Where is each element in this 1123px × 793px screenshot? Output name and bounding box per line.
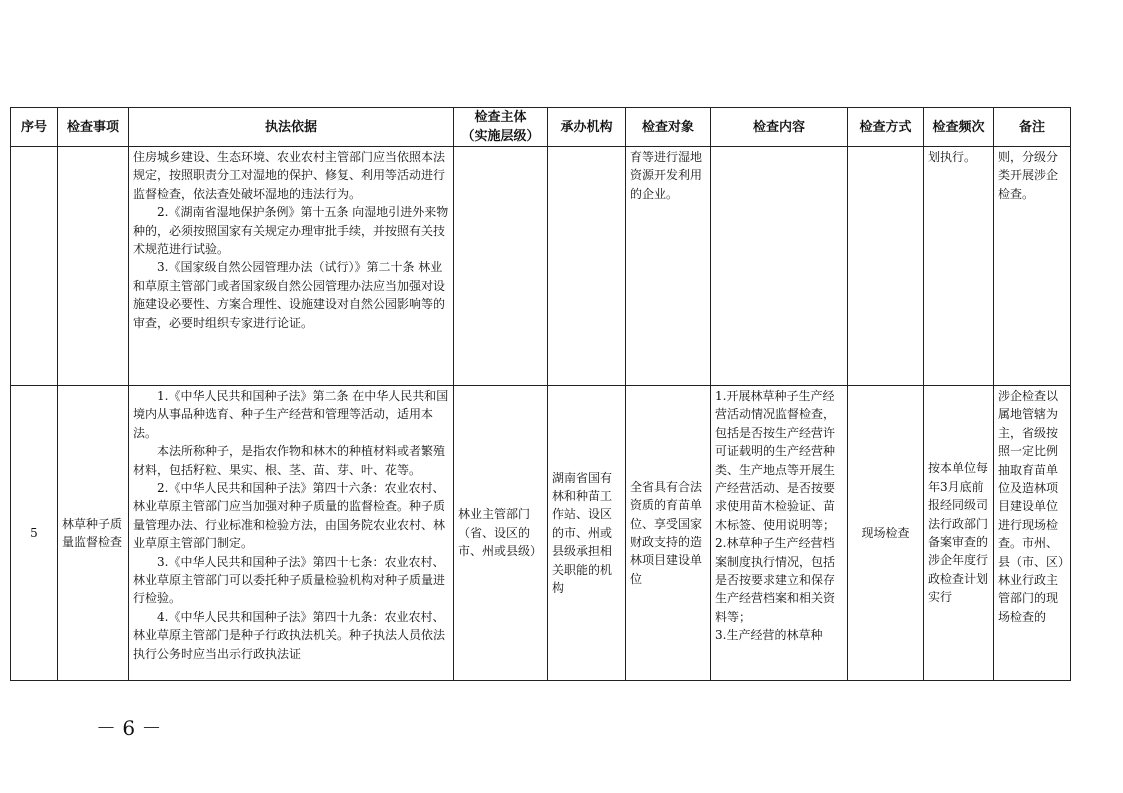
cell-legal-basis <box>129 147 454 386</box>
header-item: 检查事项 <box>58 108 129 147</box>
header-legal-basis: 执法依据 <box>129 108 454 147</box>
header-method: 检查方式 <box>848 108 924 147</box>
header-no: 序号 <box>11 108 58 147</box>
content-paragraph: 3.生产经营的林草种 <box>715 628 823 643</box>
legal-paragraph: 本法所称种子，是指农作物和林木的种植材料或者繁殖材料，包括籽粒、果实、根、茎、苗、芽、叶、花等。 <box>133 444 446 477</box>
cell-target: 全省具有合法资质的育苗单位、享受国家财政支持的造林项目建设单位 <box>626 386 711 681</box>
cell-no <box>11 147 58 386</box>
content-paragraph: 1.开展林草种子生产经营活动情况监督检查，包括是否按生产经营许可证载明的生产经营种类、生产地点等开展生产经营活动、是否按要求使用苗木检验证、苗木标签、使用说明等； <box>715 389 836 532</box>
cell-item: 林草种子质量监督检查 <box>58 386 129 681</box>
cell-item <box>58 147 129 386</box>
cell-remark: 涉企检查以属地管辖为主，省级按照一定比例抽取育苗单位及造林项目建设单位进行现场检查。市州、县（市、区）林业行政主管部门的现场检查的 <box>994 386 1071 681</box>
cell-remark: 则，分级分类开展涉企检查。 <box>994 147 1071 386</box>
header-agency: 承办机构 <box>548 108 626 147</box>
cell-subject <box>454 147 548 386</box>
table-row-5 <box>11 386 1071 681</box>
cell-no: 5 <box>11 386 58 681</box>
legal-paragraph: 3.《国家级自然公园管理办法（试行）》第二十条 林业和草原主管部门或者国家级自然公园管理办法应当加强对设施建设必要性、方案合理性、设施建设对自然公园影响等的审查，必要时组织专家进行论证。 <box>133 260 446 330</box>
cell-legal-basis <box>129 386 454 681</box>
cell-target: 育等进行湿地资源开发利用的企业。 <box>626 147 711 386</box>
legal-paragraph: 2.《中华人民共和国种子法》第四十六条：农业农村、林业草原主管部门应当加强对种子质量的监督检查。种子质量管理办法、行业标准和检验方法，由国务院农业农村、林业草原主管部门制定。 <box>133 481 446 551</box>
table-row-continued <box>11 147 1071 386</box>
cell-method <box>848 147 924 386</box>
legal-paragraph: 住房城乡建设、生态环境、农业农村主管部门应当依照本法规定，按照职责分工对湿地的保护、修复、利用等活动进行监督检查，依法查处破坏湿地的违法行为。 <box>133 150 446 201</box>
inspection-table <box>10 107 1071 681</box>
legal-paragraph: 1.《中华人民共和国种子法》第二条 在中华人民共和国境内从事品种选育、种子生产经营和管理等活动，适用本法。 <box>133 389 449 440</box>
cell-agency: 湖南省国有林和种苗工作站、设区的市、州或县级承担相关职能的机构 <box>548 386 626 681</box>
content-paragraph: 2.林草种子生产经营档案制度执行情况，包括是否按要求建立和保存生产经营档案和相关资料等； <box>715 536 836 624</box>
legal-paragraph: 3.《中华人民共和国种子法》第四十七条：农业农村、林业草原主管部门可以委托种子质量检验机构对种子质量进行检验。 <box>133 554 446 606</box>
cell-agency <box>548 147 626 386</box>
header-frequency: 检查频次 <box>924 108 994 147</box>
header-row <box>11 108 1071 147</box>
header-subject: 检查主体 （实施层级） <box>454 108 548 147</box>
header-target: 检查对象 <box>626 108 711 147</box>
cell-method: 现场检查 <box>848 386 924 681</box>
cell-frequency: 按本单位每年3月底前报经同级司法行政部门备案审查的涉企年度行政检查计划实行 <box>924 386 994 681</box>
cell-content <box>711 147 848 386</box>
legal-paragraph: 2.《湖南省湿地保护条例》第十五条 向湿地引进外来物种的，必须按照国家有关规定办理审批手续，并按照有关技术规范进行试验。 <box>133 205 449 257</box>
cell-frequency: 划执行。 <box>924 147 994 386</box>
cell-content <box>711 386 848 681</box>
legal-paragraph: 4.《中华人民共和国种子法》第四十九条：农业农村、林业草原主管部门是种子行政执法机关。种子执法人员依法执行公务时应当出示行政执法证 <box>133 609 446 661</box>
header-remark: 备注 <box>994 108 1071 147</box>
page-number: － 6 － <box>96 716 162 740</box>
cell-subject: 林业主管部门（省、设区的市、州或县级） <box>454 386 548 681</box>
header-content: 检查内容 <box>711 108 848 147</box>
